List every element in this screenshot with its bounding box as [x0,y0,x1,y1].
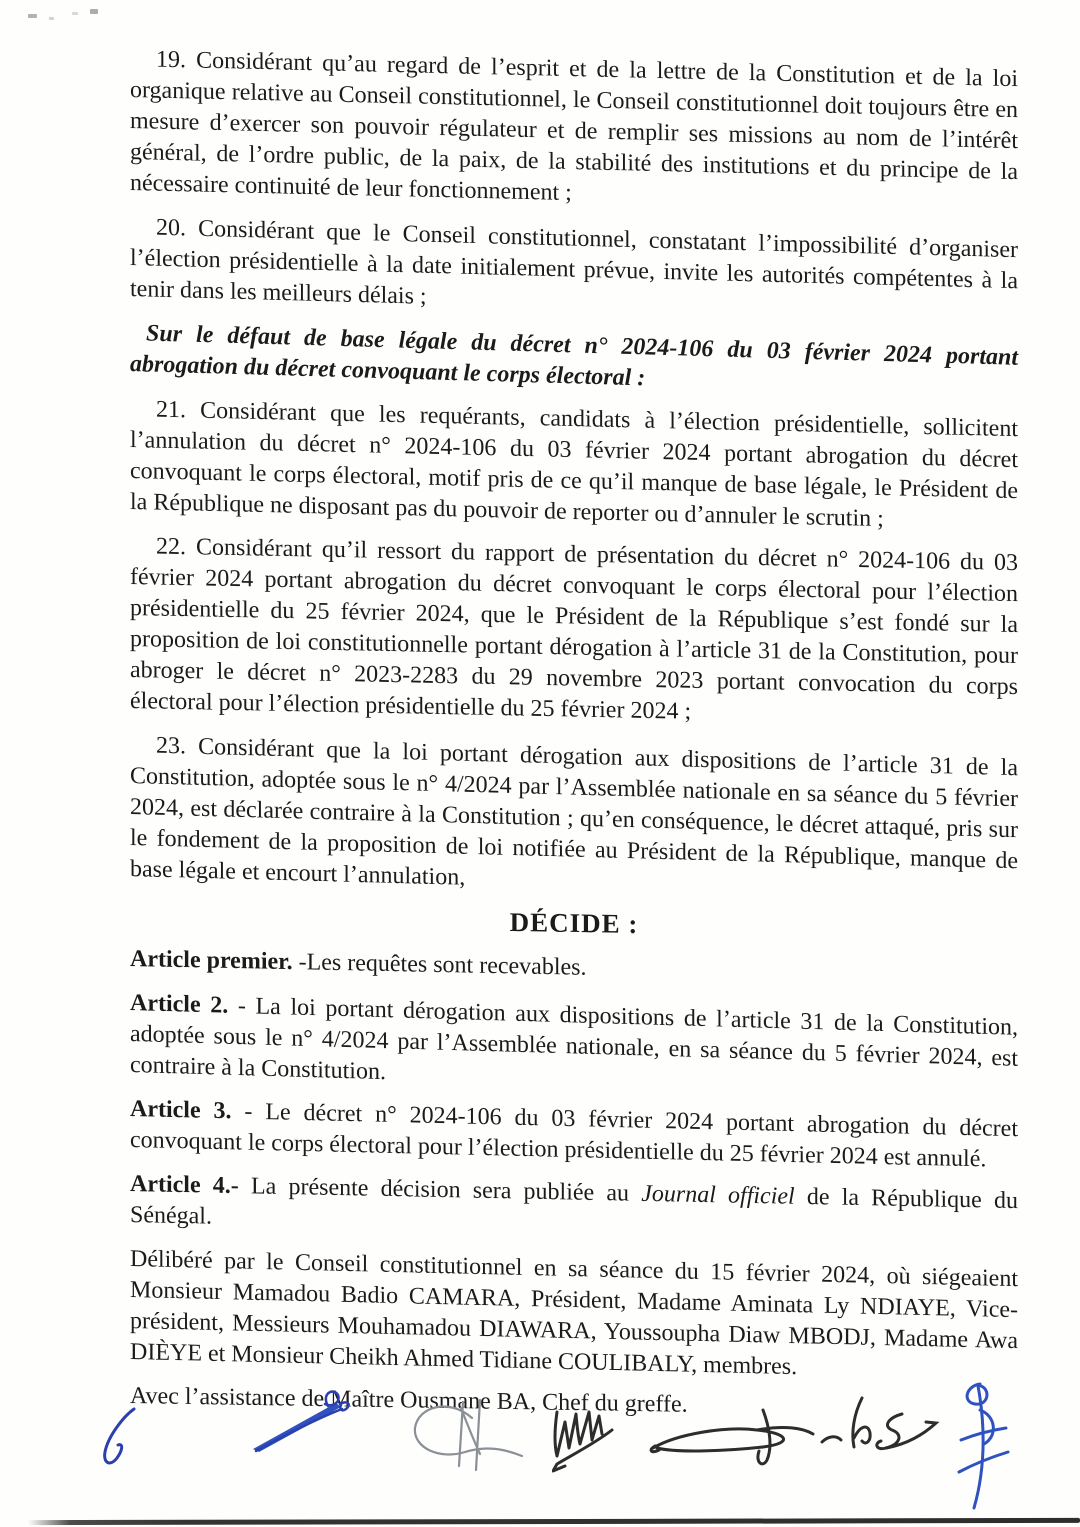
considerant-22: 22. Considérant qu’il ressort du rapport de présentation du décret n° 2024-106 du 03 février 2024 portant abrogation du décret convoquant le corps électoral pour l’élection présidentielle du 25 février 2024, que le Président de la République s’est fondé sur la proposition de loi constitutionnelle portant dérogation à l’article 31 de la Constitution, pour abroger le décret n° 2023-2283 du 29 novembre 2023 portant convocation du corps électoral pour l’élection présidentielle du 25 février 2024 ; [130,533,1018,725]
signature-2 [250,1390,358,1458]
article-premier [130,944,1018,992]
article-4-label: Article 4.- [130,1171,239,1200]
article-3 [130,1094,1018,1176]
signature-4 [552,1400,656,1480]
signature-1 [98,1406,150,1470]
signature-6-blue [948,1378,1018,1515]
article-2-text: - La loi portant dérogation aux dispositions de l’article 31 de la Constitution, adoptée sous le n° 4/2024 par l’Assemblée nationale, en sa séance du 5 février 2024, est contraire à la Constitution. [130,992,1018,1086]
article-2-label: Article 2. [130,990,229,1019]
journal-officiel: Journal officiel [641,1180,795,1210]
article-premier-text: -Les requêtes sont recevables. [292,949,587,981]
article-3-text: - Le décret n° 2024-106 du 03 février 2024 portant abrogation du décret convoquant le corps électoral pour l’élection présidentielle du 25 février 2024 est annulé. [130,1098,1018,1173]
assistance-paragraph: Avec l’assistance de Maître Ousmane BA, Chef du greffe. [130,1383,688,1418]
decide-heading: DÉCIDE : [509,906,639,939]
article-premier-label: Article premier. [130,946,293,976]
article-2 [130,988,1018,1106]
considerant-20: 20. Considérant que le Conseil constitutionnel, constatant l’impossibilité d’organiser l’élection présidentielle à la date initialement prévue, invite les autorités compétentes à la tenir dans les meilleurs délais ; [130,214,1018,310]
considerant-23: 23. Considérant que la loi portant dérogation aux dispositions de l’article 31 de la Constitution, adoptée sous le n° 4/2024 par l’Assemblée nationale en sa séance du 5 février 2024, est déclarée contraire à la Constitution ; qu’en conséquence, le décret attaqué, pris sur le fondement de la proposition de loi notifiée au Président de la République, manque de base légale et encourt l’annulation, [130,732,1018,891]
deliberation-paragraph: Délibéré par le Conseil constitutionnel en sa séance du 15 février 2024, où siégeaient Monsieur Mamadou Badio CAMARA, Président, Madame Aminata Ly NDIAYE, Vice-président, Messieurs Mouhamadou DIAWARA, Youssoupha Diaw MBODJ, Madame Awa DIÈYE et Monsieur Cheikh Ahmed Tidiane COULIBALY, membres. [130,1246,1018,1381]
considerant-19: 19. Considérant qu’au regard de l’esprit et de la lettre de la Constitution et de la loi organique relative au Conseil constitutionnel, le Conseil constitutionnel doit toujours être en mesure d’exercer son pouvoir régulateur et de remplir ses missions au nom de l’intérêt général, de l’ordre public, de la paix, de la stabilité des institutions et du principe de la nécessaire continuité de leur fonctionnement ; [130,46,1018,207]
article-4 [130,1169,1018,1248]
signature-6-black [820,1390,952,1472]
signature-5 [645,1406,817,1468]
article-4-text-after: de la République du Sénégal. [130,1183,1019,1230]
signature-3 [410,1396,528,1476]
considerant-21: 21. Considérant que les requérants, candidats à l’élection présidentielle, sollicitent l’annulation du décret n° 2024-106 du 03 février 2024 portant abrogation du décret convoquant le corps électoral, motif pris de ce qu’il manque de base légale, le Président de la République ne disposant pas du pouvoir de reporter ou d’annuler le scrutin ; [130,396,1018,533]
article-3-label: Article 3. [130,1096,232,1125]
signatures-row [0,1378,1080,1527]
section-heading-base-legale: Sur le défaut de base légale du décret n° 2024-106 du 03 février 2024 portant abrogation du décret convoquant le corps électoral : [130,320,1018,392]
article-4-text-before: La présente décision sera publiée au [238,1173,642,1207]
